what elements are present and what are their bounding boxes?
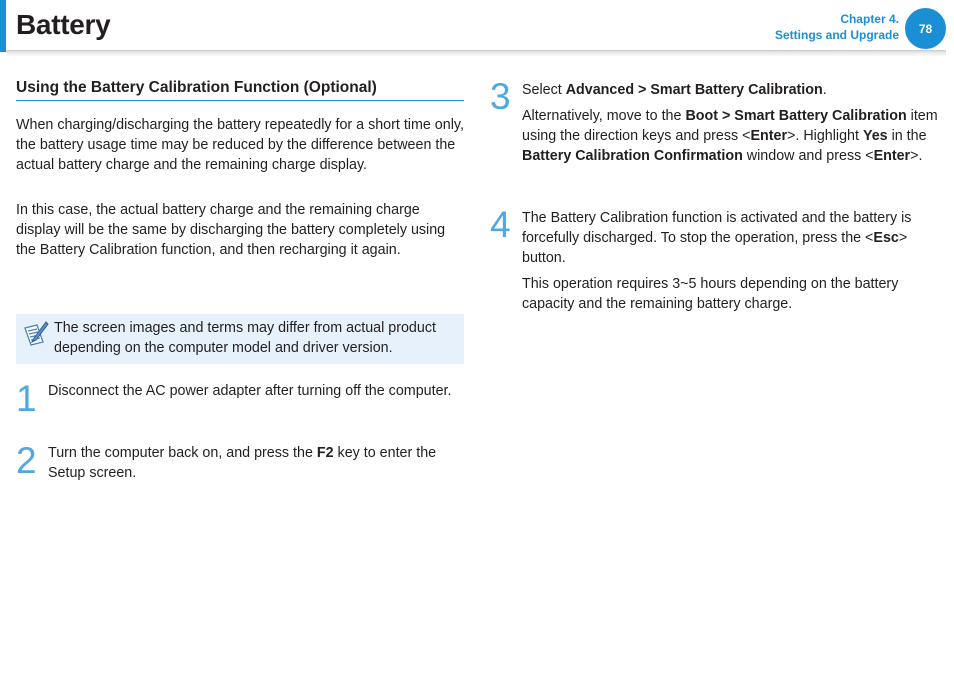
page-number-badge: 78 [905, 8, 946, 49]
step-4-esc-key: Esc [873, 230, 899, 246]
step-4-text [522, 208, 947, 268]
step-3-line1-b: . [822, 82, 827, 98]
note-text: The screen images and terms may differ from actual product depending on the computer model and driver version. [54, 320, 436, 356]
step-1-number: 1 [16, 378, 37, 419]
step-3-line2-e: window and press < [742, 148, 874, 164]
step-3-text [522, 80, 947, 100]
step-2-key: F2 [316, 445, 334, 461]
note-pencil-icon [22, 320, 50, 348]
step-2-number: 2 [16, 440, 37, 481]
explanation-paragraph: In this case, the actual battery charge and the remaining charge display will be the same by discharging the battery completely using the Battery Calibration function, and then recharging it again. [16, 202, 446, 258]
step-3-line2-d: in the [887, 128, 927, 144]
page-title: Battery [16, 9, 111, 40]
step-2-text-a: Turn the computer back on, and press the [48, 445, 317, 461]
step-3-alternative-text [522, 106, 947, 166]
step-3-line2-b: item using the direction keys and press < [522, 108, 938, 144]
step-2-text [48, 443, 464, 483]
chapter-label [775, 11, 899, 43]
step-3-line2-f: >. [910, 148, 923, 164]
step-4-line1-a: The Battery Calibration function is activated and the battery is forcefully discharged. To stop the operation, press the < [522, 210, 912, 246]
section-heading: Using the Battery Calibration Function (Optional) [16, 79, 464, 101]
step-3-line2-c: >. Highlight [787, 128, 863, 144]
step-3-enter-key: Enter [750, 128, 788, 144]
step-3-menu-path: Advanced > Smart Battery Calibration [565, 82, 823, 98]
chapter-number: Chapter 4. [840, 12, 899, 26]
note-box [16, 314, 464, 364]
chapter-title: Settings and Upgrade [774, 28, 899, 42]
step-3-confirmation-window: Battery Calibration Confirmation [522, 148, 743, 164]
step-4-line1-b: > button. [522, 230, 908, 266]
step-2-text-b: key to enter the Setup screen. [48, 445, 437, 481]
step-4-duration-text: This operation requires 3~5 hours depending on the battery capacity and the remaining battery charge. [522, 276, 899, 312]
header-accent-bar [0, 0, 6, 52]
step-3-yes-option: Yes [862, 128, 888, 144]
step-1-text: Disconnect the AC power adapter after turning off the computer. [48, 383, 452, 399]
step-3-line2-a: Alternatively, move to the [522, 108, 686, 124]
step-3-number: 3 [490, 76, 511, 117]
intro-paragraph: When charging/discharging the battery repeatedly for a short time only, the battery usage time may be reduced by the difference between the actual battery charge and the remaining charge display. [16, 117, 464, 173]
step-4-number: 4 [490, 204, 511, 245]
step-3-boot-path: Boot > Smart Battery Calibration [685, 108, 907, 124]
header-divider [6, 50, 946, 57]
step-3-line1-a: Select [522, 82, 566, 98]
step-3-enter-key-2: Enter [873, 148, 911, 164]
